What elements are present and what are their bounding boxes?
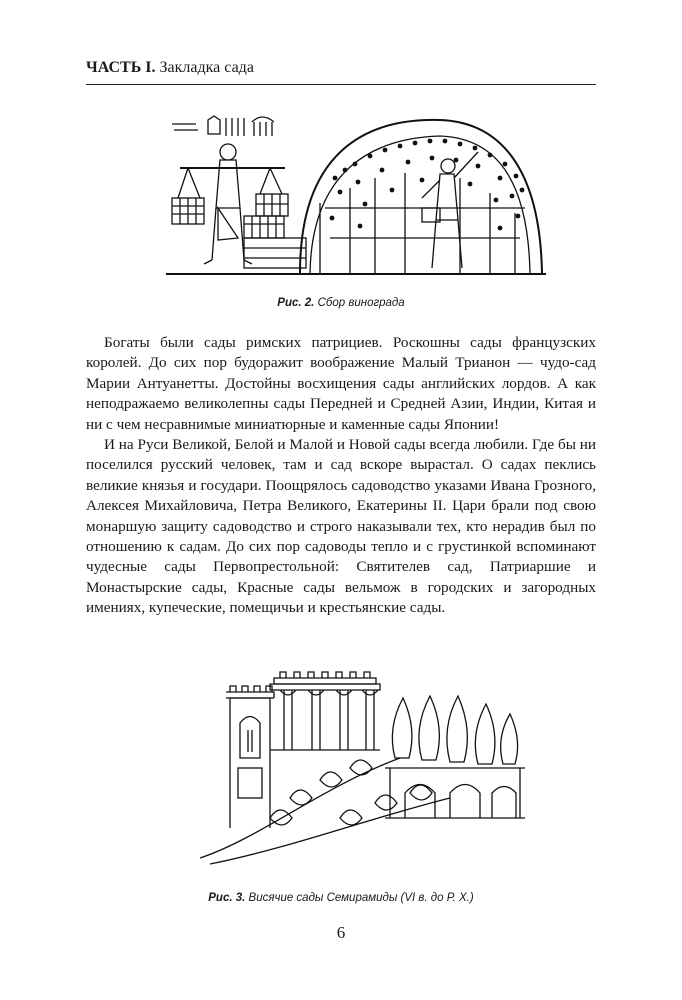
page-number: 6 bbox=[336, 923, 346, 942]
pavilion bbox=[270, 672, 380, 750]
figure-3-caption-text: Висячие сады Семирамиды (VI в. до Р. Х.) bbox=[248, 892, 474, 904]
hieroglyphs bbox=[172, 116, 274, 136]
grape-arbor bbox=[300, 120, 542, 273]
paragraph: И на Руси Великой, Белой и Малой и Новой сады всегда любили. Где бы ни поселился русский человек, там и сад вскоре вырастал. О садах пеклись великие князья и государи. Поощрялось садоводство указами Ивана Грозного, Алексея Михайловича, Петра Великого, Екатерины II. Цари брали под свою монаршую защиту садоводство и строго наказывали тех, кто нерадив был по отношению к садам. До сих пор садоводы тепло и с грустинкой вспоминают чудесные сады Первопрестольной: Святителев сад, Патриаршие и Монастырские сады, Красные сады вельмож в городских и загородных имениях, купеческие, помещичьи и крестьянские сады. bbox=[86, 436, 596, 617]
figure-2-label: Рис. 2. bbox=[277, 297, 315, 309]
porter-figure bbox=[172, 144, 288, 264]
grape-clusters bbox=[330, 139, 525, 231]
figure-3-label: Рис. 3. bbox=[208, 892, 246, 904]
basket-row bbox=[244, 216, 306, 268]
cypress-trees bbox=[392, 696, 517, 764]
running-header bbox=[86, 58, 596, 82]
figure-grape-harvest bbox=[160, 108, 550, 288]
figure-3-caption bbox=[0, 892, 682, 904]
part-number: ЧАСТЬ I. bbox=[86, 59, 156, 76]
hanging-gardens-drawing bbox=[200, 668, 530, 868]
figure-2-caption-text: Сбор винограда bbox=[317, 297, 405, 309]
grape-harvest-drawing bbox=[160, 108, 550, 288]
paragraph: Богаты были сады римских патрициев. Роскошны сады французских королей. До сих пор будоражит воображение Малый Трианон — чудо-сад Марии Антуанетты. Достойны восхищения сады английских лордов. А как неподражаемо великолепны сады Передней и Средней Азии, Индии, Китая и ни с чем несравнимые миниатюрные и каменные сады Японии! bbox=[86, 334, 596, 433]
tower bbox=[226, 686, 274, 828]
chapter-title: Закладка сада bbox=[159, 59, 254, 76]
figure-2-caption bbox=[0, 297, 682, 309]
header-rule bbox=[86, 84, 596, 85]
body-text bbox=[86, 333, 596, 619]
picker-figure bbox=[422, 152, 478, 268]
figure-hanging-gardens bbox=[200, 668, 530, 868]
